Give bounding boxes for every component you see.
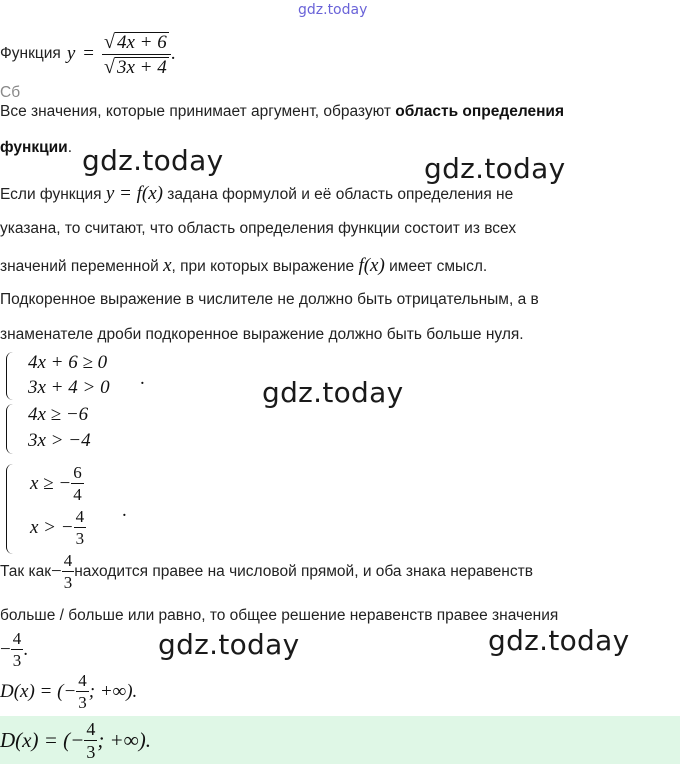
brace-system-1 [6,352,13,400]
watermark: gdz.today [424,152,566,185]
para4-line-3: − $\frac{4}{3}$ . [0,629,28,670]
system3-period: . [122,500,127,521]
answer: D(x) = (− $\frac{4}{3}$ ; +∞). [0,719,151,762]
brace-system-3 [6,464,13,554]
system1-line-2: 3x + 4 > 0 [28,377,110,398]
para3-line-1: Подкоренное выражение в числителе не должно быть отрицательным, а в [0,291,539,308]
period: . [170,43,176,64]
numerator [102,32,171,54]
denominator [102,54,171,77]
watermark: gdz.today [488,624,630,657]
para2-line-1: Если функция y = f(x) задана формулой и её область определения не [0,183,514,204]
system2-line-1: 4x ≥ −6 [28,404,89,425]
system3-line-2: x > − $\frac{4}{3}$ [30,507,85,548]
definition-line-2: функции. [0,139,72,156]
watermark: gdz.today [82,144,224,177]
fraction [102,32,171,77]
system3-line-1: x ≥ − $\frac{6}{4}$ [30,463,82,504]
brace-system-2 [6,404,13,454]
system1-line-1: 4x + 6 ≥ 0 [28,352,108,373]
function-label: Функция [0,45,61,62]
equals-sign: = [83,43,94,64]
sqrt-symbol: √ [103,30,115,53]
denominator-radicand: 3x + 4 [116,56,167,78]
definition-line-1: Все значения, которые принимает аргумент, образуют область определения [0,103,565,120]
system2-line-2: 3x > −4 [28,430,91,451]
para4-line-2: больше / больше или равно, то общее решение неравенств правее значения [0,607,559,624]
domain-result: D(x) = (− $\frac{4}{3}$ ; +∞). [0,671,138,712]
numerator-radicand: 4x + 6 [116,31,167,53]
para2-line-2: указана, то считают, что область определения функции состоит из всех [0,220,517,237]
function-formula [0,24,175,84]
para3-line-2: знаменателе дроби подкоренное выражение должно быть больше нуля. [0,326,524,343]
para4-line-1: Так как − $\frac{4}{3}$ находится правее на числовой прямой, и оба знака неравенств [0,551,533,592]
watermark: gdz.today [158,628,300,661]
cut-off-line: Сб [0,84,21,101]
para2-line-3: значений переменной x, при которых выражение f(x) имеет смысл. [0,255,488,276]
watermark: gdz.today [262,376,404,409]
var-y: y [66,43,76,64]
system1-period: . [140,368,145,389]
sqrt-symbol: √ [103,55,115,78]
watermark-top: gdz.today [298,2,368,18]
